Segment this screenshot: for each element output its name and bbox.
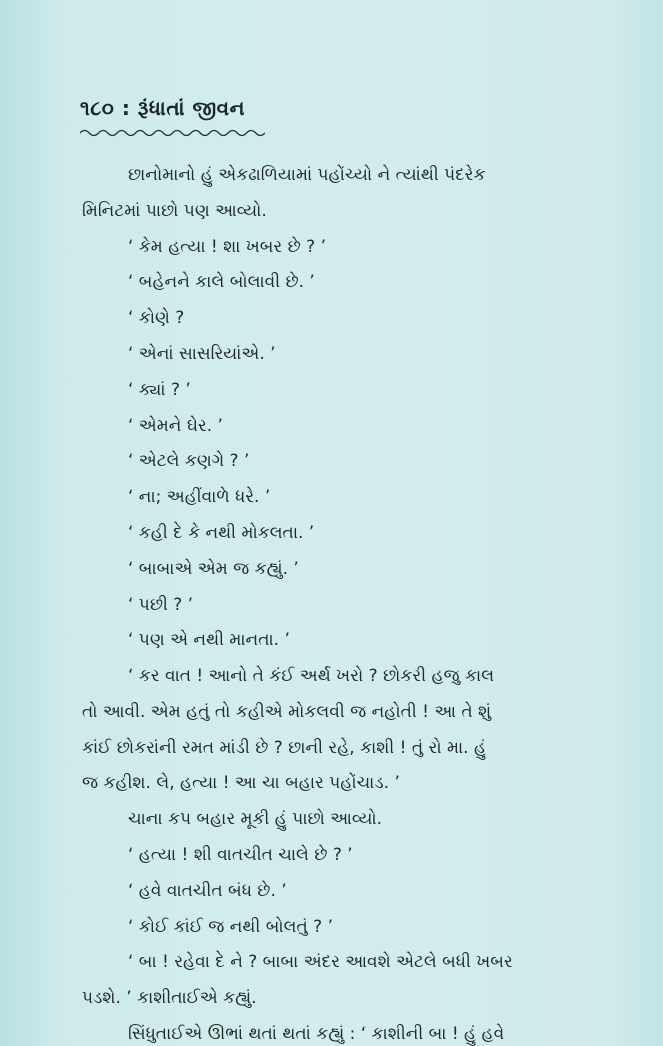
text-line: ‘ કેમ હત્યા ! શા ખબર છે ? ’ — [128, 237, 326, 257]
text-line: ‘ એટલે કણગે ? ’ — [128, 451, 250, 471]
text-line: ‘ હવે વાતચીત બંધ છે. ’ — [128, 881, 287, 901]
text-line: ‘ કર વાત ! આનો તે કંઈ અર્થ ખરો ? છોકરી હજુ કાલ — [128, 666, 495, 686]
text-line: જ કહીશ. લે, હત્યા ! આ ચા બહાર પહોંચાડ. ’ — [82, 773, 400, 793]
text-line: ‘ હત્યા ! શી વાતચીત ચાલે છે ? ’ — [128, 845, 353, 865]
text-line: ‘ બહેનને કાલે બોલાવી છે. ’ — [128, 272, 315, 292]
text-line: ‘ એનાં સાસરિયાંએ. ’ — [128, 344, 276, 364]
text-line: ‘ કહી દે કે નથી મોકલતા. ’ — [128, 523, 315, 543]
text-line: ‘ કોઈ કાંઈ જ નથી બોલતું ? ’ — [128, 917, 333, 937]
text-line: ‘ એમને ઘેર. ’ — [128, 416, 223, 436]
page-number: ૧૮૦ — [80, 96, 115, 120]
header-separator: : — [121, 96, 131, 120]
text-line: છાનોમાનો હું એકઢાળિયામાં પહોંચ્યો ને ત્યાંથી પંદરેક — [128, 165, 486, 185]
text-line: ‘ પણ એ નથી માનતા. ’ — [128, 630, 290, 650]
text-line: ‘ પછી ? ’ — [128, 595, 194, 615]
text-line: કાંઈ છોકરાંની રમત માંડી છે ? છાની રહે, કાશી ! તું રો મા. હું — [82, 738, 487, 758]
text-line: સિંધુતાઈએ ઊભાં થતાં થતાં કહ્યું : ‘ કાશીની બા ! હું હવે — [128, 1024, 505, 1044]
text-line: ચાના કપ બહાર મૂકી હું પાછો આવ્યો. — [128, 809, 383, 829]
chapter-title: રૂંધાતાં જીવન — [137, 96, 246, 120]
text-line: ‘ બા ! રહેવા દે ને ? બાબા અંદર આવશે એટલે બધી ખબર — [128, 952, 513, 972]
text-line: પડશે. ’ કાશીતાઈએ કહ્યું. — [82, 988, 257, 1008]
text-line: ‘ કોણે ? — [128, 308, 185, 328]
text-line: ‘ બાબાએ એમ જ કહ્યું. ’ — [128, 559, 299, 579]
text-line: ‘ ક્યાં ? ’ — [128, 380, 191, 400]
text-line: તો આવી. એમ હતું તો કહીએ મોકલવી જ નહોતી ! આ તે શું — [82, 702, 492, 722]
text-line: ‘ ના; અહીંવાળે ધરે. ’ — [128, 487, 271, 507]
text-line: મિનિટમાં પાછો પણ આવ્યો. — [82, 201, 267, 221]
